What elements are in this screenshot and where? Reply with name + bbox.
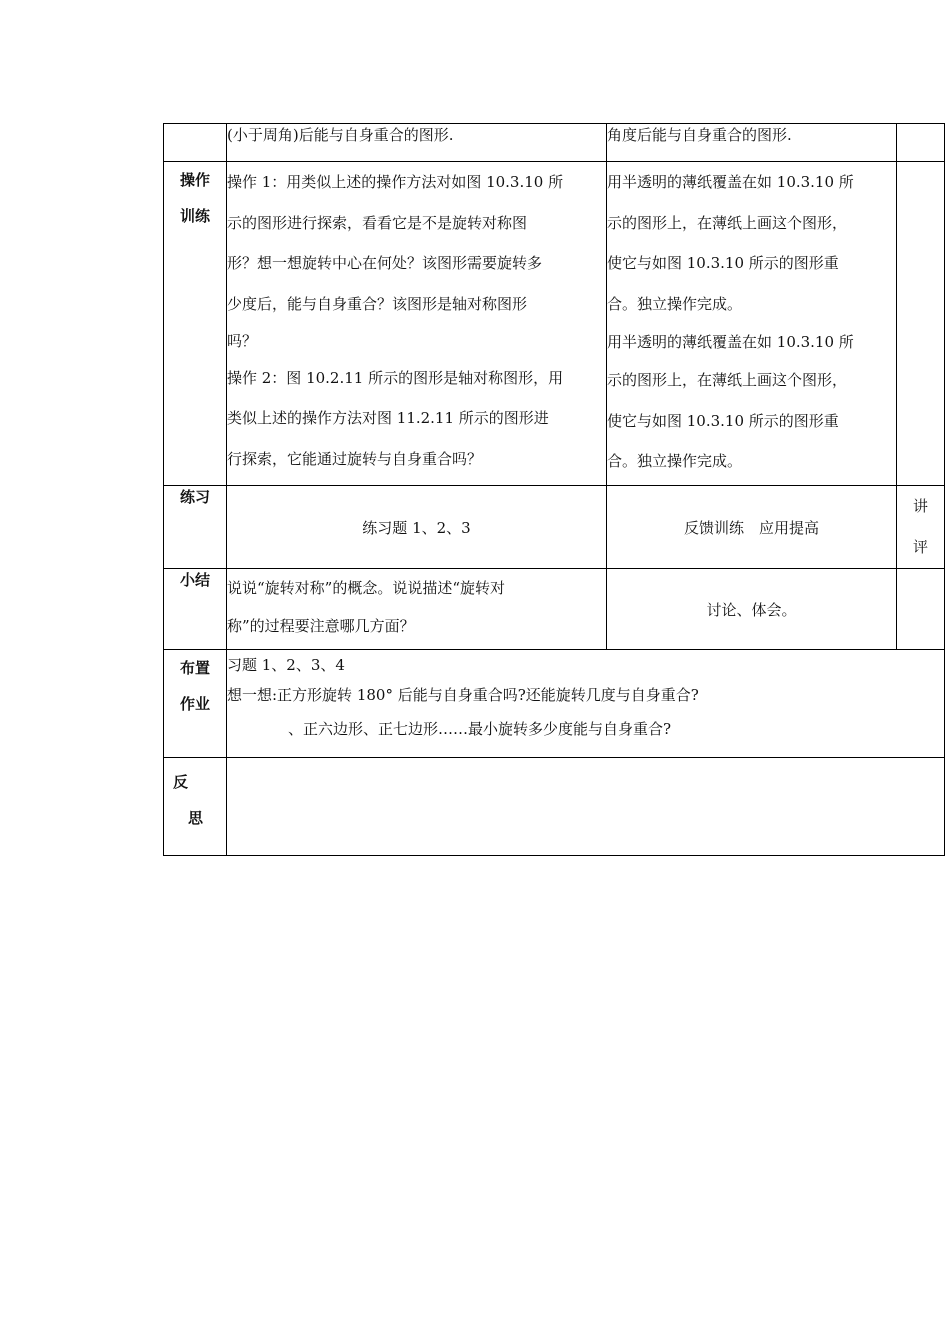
label-line: 思 xyxy=(188,809,204,827)
label-line: 反 xyxy=(173,773,189,791)
row-homework xyxy=(164,650,945,758)
section-label-operation-training xyxy=(164,162,227,486)
text-line: 合。独立操作完成。 xyxy=(607,294,743,313)
note-cell-empty xyxy=(897,124,945,162)
text-line: 形？想一想旋转中心在何处？该图形需要旋转多 xyxy=(227,254,543,272)
teacher-activity-cell xyxy=(227,569,607,650)
note-line: 评 xyxy=(912,538,928,556)
text-line: 、正六边形、正七边形……最小旋转多少度能与自身重合? xyxy=(288,720,672,738)
text-line: 示的图形上，在薄纸上画这个图形， xyxy=(607,371,848,389)
label-cell-empty xyxy=(164,124,227,162)
note-cell-empty xyxy=(897,569,945,650)
text-line: 使它与如图 10.3.10 所示的图形重 xyxy=(607,411,839,430)
section-label-practice: 练习 xyxy=(164,486,227,569)
student-activity-cell xyxy=(607,162,897,486)
student-activity-cell xyxy=(607,124,897,162)
student-text: 反馈训练 应用提高 xyxy=(683,518,819,537)
text-line: 称”的过程要注意哪几方面？ xyxy=(227,617,415,635)
text-line: 示的图形上，在薄纸上画这个图形， xyxy=(607,213,848,232)
text-line: 操作 2：图 10.2.11 所示的图形是轴对称图形，用 xyxy=(227,369,564,387)
text-line: 行探索，它能通过旋转与自身重合吗？ xyxy=(227,449,483,468)
student-text: 角度后能与自身重合的图形. xyxy=(607,126,792,144)
student-text: 讨论、体会。 xyxy=(706,600,797,619)
homework-cell xyxy=(227,650,945,758)
text-line: 说说“旋转对称”的概念。说说描述“旋转对 xyxy=(227,579,506,597)
student-activity-cell xyxy=(607,486,897,569)
teacher-activity-cell xyxy=(227,162,607,486)
teacher-activity-cell xyxy=(227,124,607,162)
text-line: 使它与如图 10.3.10 所示的图形重 xyxy=(607,254,839,272)
lesson-plan-table xyxy=(163,123,945,856)
label-line: 训练 xyxy=(179,207,210,225)
teacher-text: (小于周角)后能与自身重合的图形. xyxy=(227,126,454,144)
row-practice xyxy=(164,486,945,569)
note-cell xyxy=(897,486,945,569)
text-line: 示的图形进行探索，看看它是不是旋转对称图 xyxy=(227,213,528,232)
text-line: 用半透明的薄纸覆盖在如 10.3.10 所 xyxy=(607,333,854,351)
teacher-activity-cell xyxy=(227,486,607,569)
reflection-cell-empty xyxy=(227,758,945,856)
text-line: 用半透明的薄纸覆盖在如 10.3.10 所 xyxy=(607,173,854,191)
text-line: 合。独立操作完成。 xyxy=(607,452,743,470)
note-line: 讲 xyxy=(912,497,928,515)
row-continuation xyxy=(164,124,945,162)
row-operation-training xyxy=(164,162,945,486)
row-reflection xyxy=(164,758,945,856)
text-line: 想一想:正方形旋转 180° 后能与自身重合吗?还能旋转几度与自身重合? xyxy=(227,686,699,704)
row-summary xyxy=(164,569,945,650)
label-line: 作业 xyxy=(179,695,210,713)
section-label-homework xyxy=(164,650,227,758)
section-label-summary: 小结 xyxy=(164,569,227,650)
text-line: 少度后，能与自身重合？该图形是轴对称图形 xyxy=(227,294,528,313)
label-line: 操作 xyxy=(179,171,210,189)
teacher-text: 练习题 1、2、3 xyxy=(362,518,471,537)
note-cell-empty xyxy=(897,162,945,486)
section-label-reflection xyxy=(164,758,227,856)
text-line: 类似上述的操作方法对图 11.2.11 所示的图形进 xyxy=(227,409,549,427)
label-line: 布置 xyxy=(179,659,210,677)
student-activity-cell xyxy=(607,569,897,650)
text-line: 习题 1、2、3、4 xyxy=(227,656,345,674)
text-line: 操作 1：用类似上述的操作方法对如图 10.3.10 所 xyxy=(227,173,564,191)
text-line: 吗？ xyxy=(227,332,258,350)
